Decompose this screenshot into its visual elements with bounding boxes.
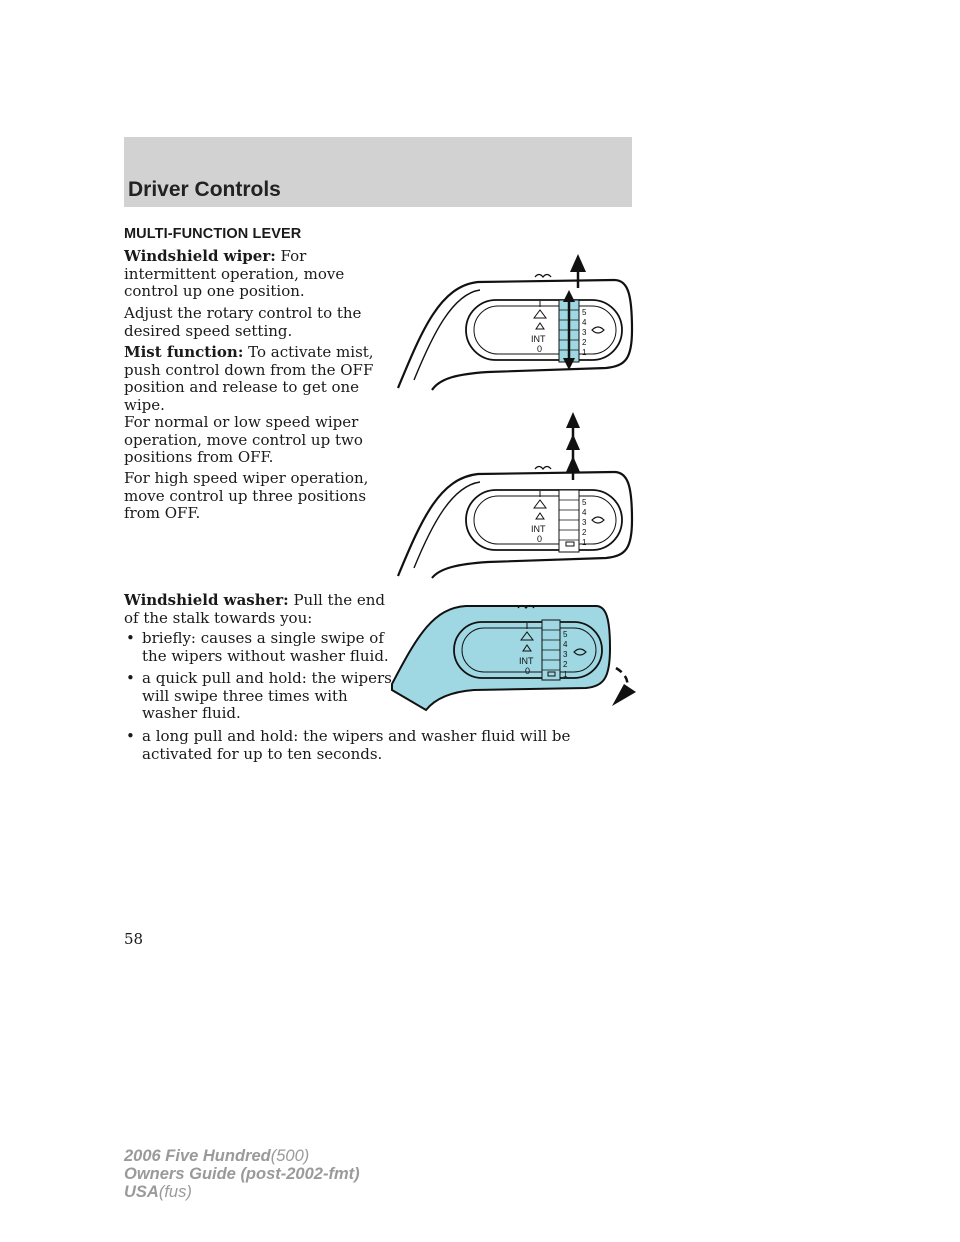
- speed-label-4: 4: [582, 508, 587, 517]
- bullet-text: a long pull and hold: the wipers and washer fluid will be activated for up to ten seconds.: [142, 727, 571, 763]
- bullet-item-long: [126, 728, 642, 763]
- speed-label-5: 5: [582, 308, 587, 317]
- page-number: 58: [124, 930, 144, 948]
- footer-model: 2006 Five Hundred: [124, 1147, 271, 1165]
- speed-label-2: 2: [582, 528, 587, 537]
- zero-label: 0: [537, 344, 543, 354]
- footer-market-code: (fus): [158, 1183, 192, 1201]
- high-speed-paragraph: For high speed wiper operation, move control up three positions from OFF.: [124, 469, 369, 522]
- speed-label-5: 5: [563, 630, 568, 639]
- lever-figure-intermittent: [392, 250, 642, 392]
- footer-line-1: [124, 1147, 360, 1165]
- speed-label-4: 4: [563, 640, 568, 649]
- int-label: INT: [531, 524, 546, 534]
- footer-model-code: (500): [270, 1147, 310, 1165]
- speed-label-2: 2: [563, 660, 568, 669]
- mist-label: Mist function:: [124, 343, 244, 361]
- bullet-glyph: •: [126, 669, 135, 687]
- speed-label-4: 4: [582, 318, 587, 327]
- speed-label-3: 3: [582, 518, 587, 527]
- speed-label-3: 3: [582, 328, 587, 337]
- page-title: Driver Controls: [128, 178, 281, 201]
- speed-label-1: 1: [563, 670, 568, 679]
- wiper-symbol-icon: [592, 327, 604, 333]
- zero-label: 0: [525, 666, 531, 676]
- washer-paragraph: [124, 592, 390, 627]
- mist-paragraph: [124, 344, 390, 414]
- section-heading: MULTI-FUNCTION LEVER: [124, 226, 302, 242]
- washer-label: Windshield washer:: [124, 591, 289, 609]
- wiper-label: Windshield wiper:: [124, 247, 276, 265]
- bullet-text: briefly: causes a single swipe of the wipers without washer fluid.: [142, 629, 389, 665]
- zero-label: 0: [537, 534, 543, 544]
- wiper-text: For intermittent operation, move control up one position.: [124, 247, 345, 300]
- bullet-item-quick: [126, 670, 392, 723]
- footer-line-3: [124, 1183, 360, 1201]
- rotary-paragraph: Adjust the rotary control to the desired speed setting.: [124, 304, 362, 340]
- wiper-symbol-icon: [592, 517, 604, 523]
- speed-label-3: 3: [563, 650, 568, 659]
- bullet-glyph: •: [126, 629, 135, 647]
- bullet-item-brief: [126, 630, 392, 665]
- speed-label-2: 2: [582, 338, 587, 347]
- footer-market: USA: [124, 1183, 159, 1201]
- speed-label-5: 5: [582, 498, 587, 507]
- wiper-paragraph: [124, 248, 390, 301]
- mist-text: To activate mist, push control down from the OFF position and release to get one wipe.: [124, 343, 374, 414]
- bullet-text: a quick pull and hold: the wipers will swipe three times with washer fluid.: [142, 669, 392, 722]
- footer-line-2: Owners Guide (post-2002-fmt): [124, 1165, 360, 1183]
- int-label: INT: [531, 334, 546, 344]
- normal-speed-paragraph: For normal or low speed wiper operation, move control up two positions from OFF.: [124, 413, 363, 466]
- washer-text: Pull the end of the stalk towards you:: [124, 591, 386, 627]
- speed-label-1: 1: [582, 538, 587, 547]
- bullet-glyph: •: [126, 727, 135, 745]
- lever-figure-high-speed: [392, 408, 642, 580]
- speed-label-1: 1: [582, 348, 587, 357]
- lever-figure-washer: [390, 598, 642, 712]
- int-label: INT: [519, 656, 534, 666]
- footer: [124, 1147, 360, 1201]
